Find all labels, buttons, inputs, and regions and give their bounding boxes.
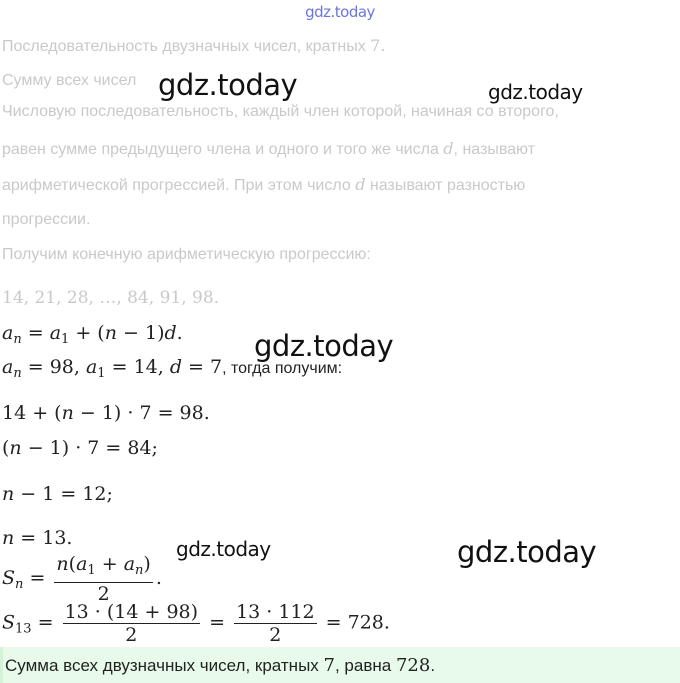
answer-math: 7 [323,655,335,676]
answer-box [0,647,680,683]
faded-line [2,139,535,159]
formula-general-term: $a_n = a_1 + (n - 1)d$. [2,322,183,347]
fraction: $\frac{n(a_1 + a_n)}{2}$ [56,553,151,605]
watermark: gdz.today [488,80,583,104]
answer-label: Сумма всех двузначных чисел, кратных [5,656,319,675]
fraction: $\frac{13 \cdot (14 + 98)}{2}$ [64,601,199,646]
watermark: gdz.today [176,537,271,561]
faded-sequence: 14, 21, 28, …, 84, 91, 98. [2,288,220,308]
equation-3: n − 1 = 12; [2,483,113,505]
watermark: gdz.today [457,535,597,569]
formula-sum: $S_n$ = $\frac{n(a_1 + a_n)}{2}$ . [2,553,162,605]
equation-4: n = 13. [2,527,73,549]
faded-math: 7. [370,36,386,55]
faded-line: Сумму всех чисел [2,72,137,89]
faded-math: d [355,175,366,194]
formula-sum-13: $S_{13}$ = $\frac{13 \cdot (14 + 98)}{2}$ = $\frac{13 \cdot 112}{2}$ = 728. [2,601,390,646]
faded-text: арифметической прогрессией. При этом число [2,177,351,194]
faded-line: Числовую последовательность, каждый член которой, начиная со второго, [2,103,559,120]
equation-2: (n − 1) · 7 = 84; [2,437,158,459]
faded-text: равен сумме предыдущего члена и одного и того же числа [2,141,439,158]
faded-line: Получим конечную арифметическую прогрессию: [2,246,371,263]
faded-math: d [443,139,454,158]
fraction: $\frac{13 \cdot 112}{2}$ [236,601,315,646]
then-text: , тогда получим: [222,360,343,377]
faded-line [2,175,525,195]
site-logo[interactable]: gdz.today [305,3,375,21]
faded-text: , называют [453,141,536,158]
faded-text: Последовательность двузначных чисел, кратных [2,38,366,55]
answer-text [5,655,435,676]
formula-values: $a_n = 98$, $a_1 = 14$, d = 7, тогда получим: [2,356,343,381]
equation-1: 14 + (n − 1) · 7 = 98. [2,402,210,424]
watermark: gdz.today [158,68,298,102]
watermark: gdz.today [254,329,394,363]
answer-math: 728 [395,655,431,676]
faded-line: прогрессии. [2,211,91,228]
faded-text: называют разностью [369,177,526,194]
answer-label: , равна [334,656,392,675]
answer-label: . [430,656,436,675]
faded-line [2,36,385,56]
